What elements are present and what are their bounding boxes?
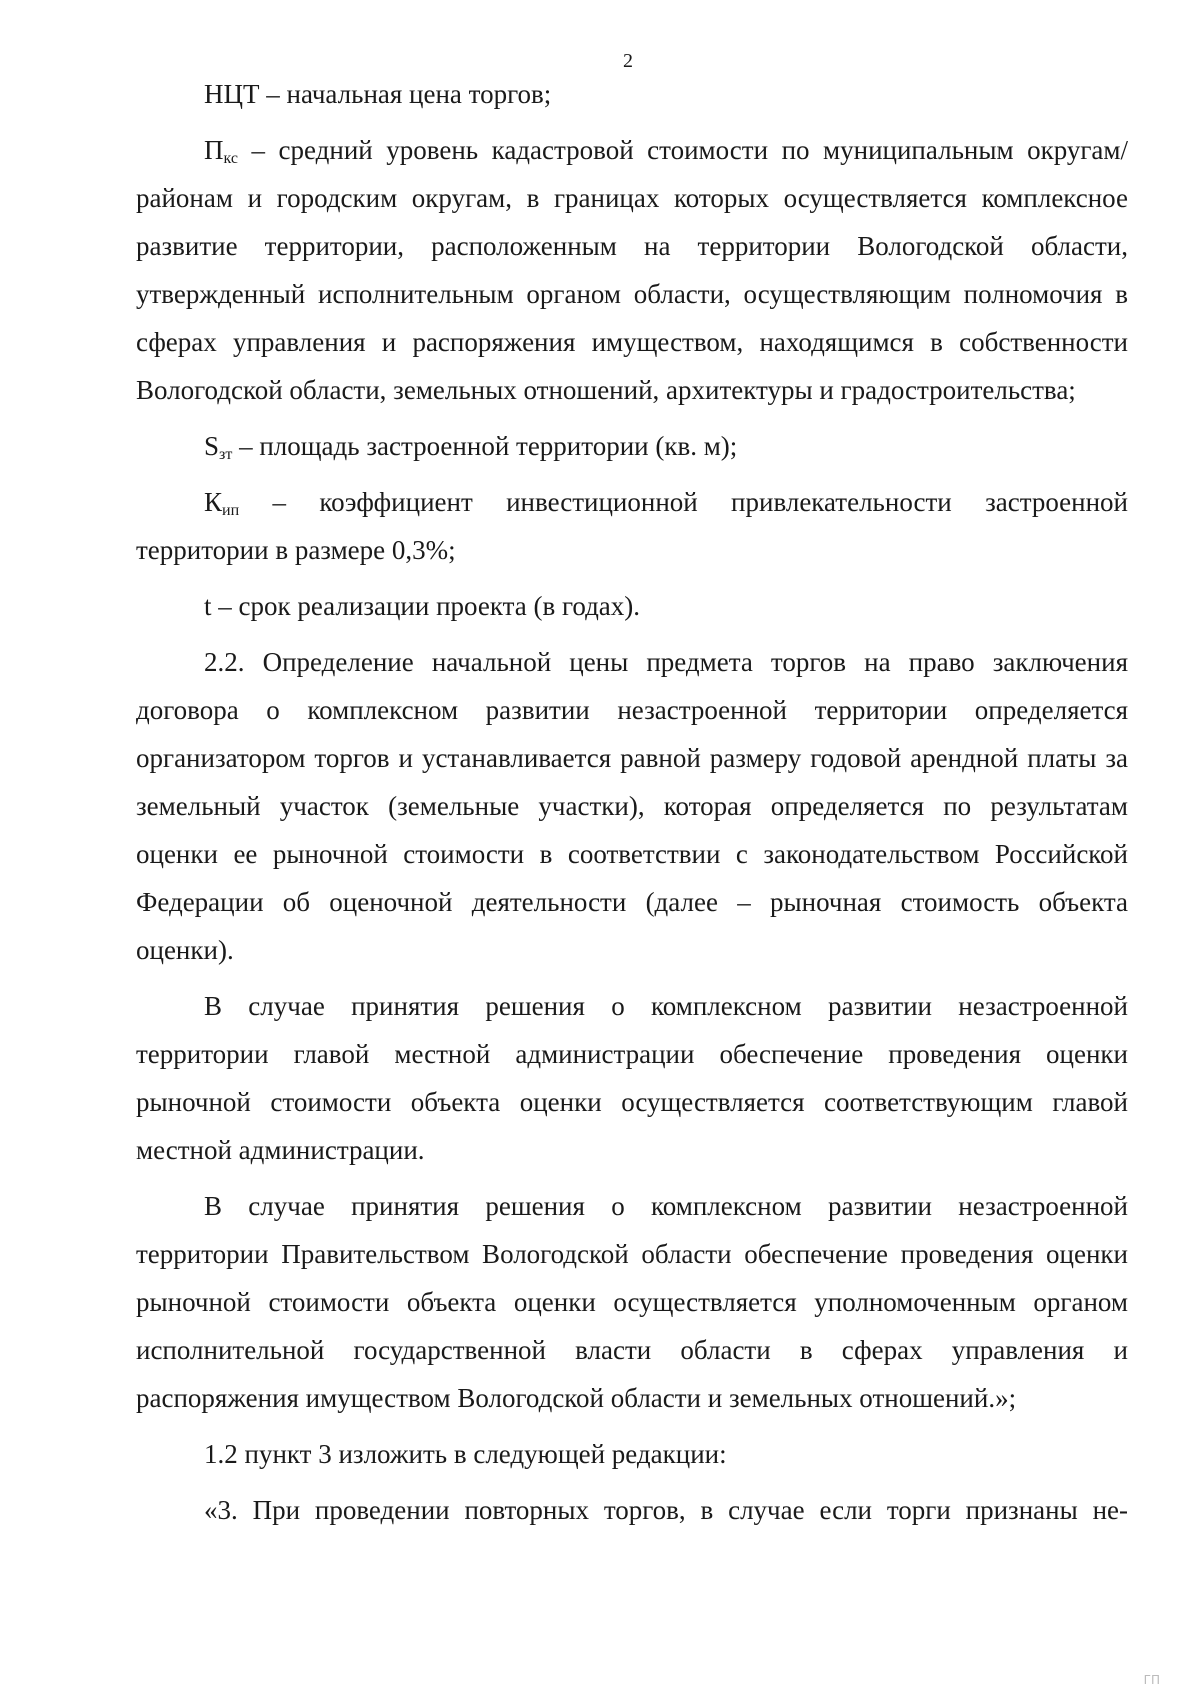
symbol-kip-sub: ип — [222, 502, 240, 519]
definition-pks-text: – средний уровень кадастровой стоимости по муниципальным округам/районам и городским округам, в границах которых осуществляется комплексное развитие территории, расположенным на территории Вологодской области, утвержденный исполнительным органом области, осуществляющим полномочия в сферах управления и распоряжения имуществом, находящимся в собственности Вологодской области, земельных отношений, архитектуры и градостроительства; — [136, 135, 1128, 405]
paragraph-local-administration: В случае принятия решения о комплексном развитии незастроенной территории главой местной администрации обеспечение проведения оценки рыночной стоимости объекта оценки осуществляется соответствующим главой местной администрации. — [136, 991, 1128, 1165]
symbol-pks-sub: кс — [223, 150, 238, 167]
definition-kip-text: – коэффициент инвестиционной привлекательности застроенной территории в размере 0,3%; — [136, 487, 1128, 565]
definition-t-text: – срок реализации проекта (в годах). — [211, 591, 641, 621]
definition-kip — [136, 478, 1128, 574]
symbol-ncht: НЦТ — [204, 79, 260, 109]
corner-mark: ГП — [1143, 1673, 1160, 1687]
definition-szt — [136, 422, 1128, 470]
symbol-kip: К — [204, 487, 223, 517]
symbol-szt: S — [204, 431, 220, 461]
symbol-pks: П — [204, 135, 224, 165]
definition-szt-text: – площадь застроенной территории (кв. м); — [232, 431, 738, 461]
symbol-t: t — [204, 591, 212, 621]
paragraph-government: В случае принятия решения о комплексном развитии незастроенной территории Правительством Вологодской области обеспечение проведения оценки рыночной стоимости объекта оценки осуществляется уполномоченным органом исполнительной государственной власти области в сферах управления и распоряжения имуществом Вологодской области и земельных отношений.»; — [136, 1191, 1128, 1413]
definition-pks — [136, 126, 1128, 414]
page-number: 2 — [623, 50, 633, 72]
definition-ncht-text: – начальная цена торгов; — [259, 79, 552, 109]
paragraph-2-2: 2.2. Определение начальной цены предмета торгов на право заключения договора о комплексном развитии незастроенной территории определяется организатором торгов и устанавливается равной размеру годовой арендной платы за земельный участок (земельные участки), которая определяется по результатам оценки ее рыночной стоимости в соответствии с законодательством Российской Федерации об оценочной деятельности (далее – рыночная стоимость объекта оценки). — [136, 647, 1128, 965]
paragraph-1-2: 1.2 пункт 3 изложить в следующей редакции: — [204, 1439, 727, 1469]
paragraph-3: «3. При проведении повторных торгов, в случае если торги признаны не- — [204, 1495, 1128, 1525]
symbol-szt-sub: зт — [219, 446, 233, 463]
definition-t — [136, 582, 1128, 630]
document-body — [136, 70, 1128, 1542]
definition-ncht — [136, 70, 1128, 118]
